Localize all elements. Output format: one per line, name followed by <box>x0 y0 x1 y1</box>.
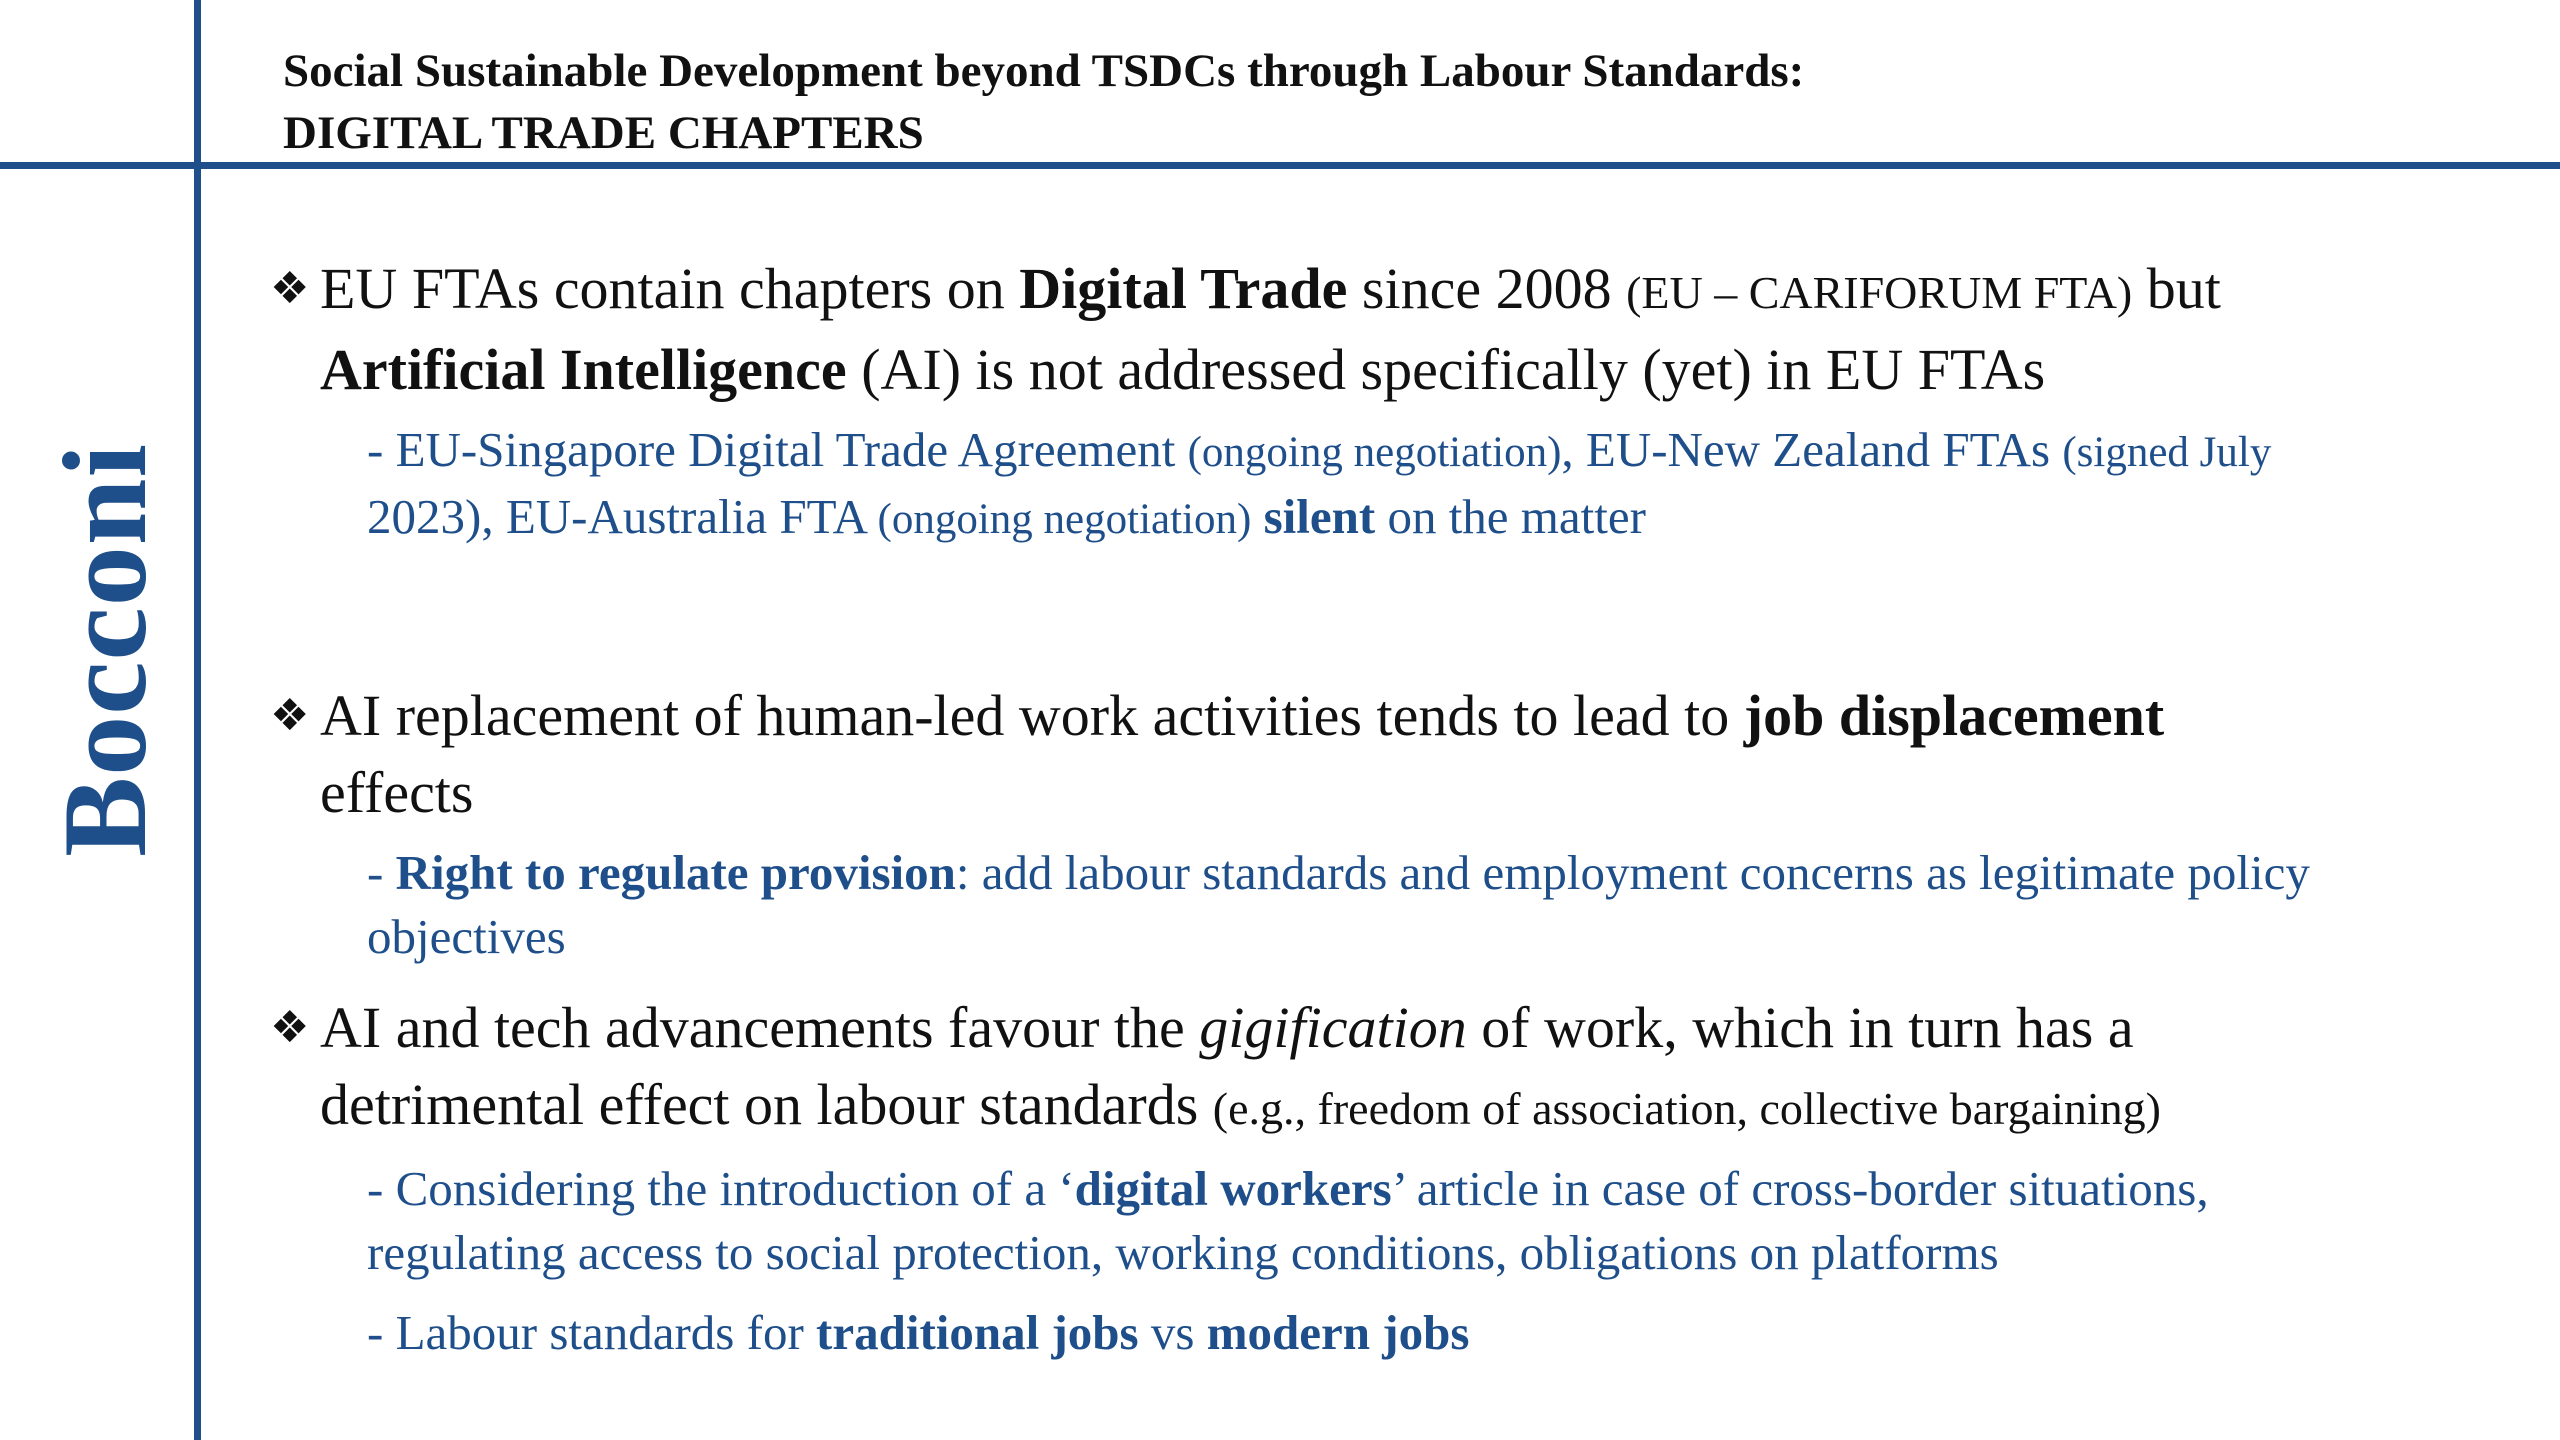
bullet-2-subpoint: - Right to regulate provision: add labour standards and employment concerns as legitimate policy objectives <box>367 845 2310 964</box>
bullet-1-subpoint: - EU-Singapore Digital Trade Agreement (ongoing negotiation), EU-New Zealand FTAs (signed July 2023), EU-Australia FTA (ongoing negotiation) silent on the matter <box>367 422 2272 544</box>
bullet-1 <box>270 250 2470 408</box>
slide-title-line2: DIGITAL TRADE CHAPTERS <box>283 107 924 159</box>
bullet-2-line1: AI replacement of human-led work activities tends to lead to job displacement <box>320 683 2165 748</box>
brand-logo: Bocconi <box>38 443 171 857</box>
bullet-1-line2: Artificial Intelligence (AI) is not addressed specifically (yet) in EU FTAs <box>320 337 2046 402</box>
slide-body <box>270 250 2470 1365</box>
bullet-3-subpoint-2: - Labour standards for traditional jobs vs modern jobs <box>367 1305 1470 1360</box>
bullet-1-line1: EU FTAs contain chapters on Digital Trade since 2008 (EU – CARIFORUM FTA) but <box>320 256 2221 321</box>
slide-title <box>283 40 2483 164</box>
bullet-3-line2: detrimental effect on labour standards (e.g., freedom of association, collective bargaining) <box>320 1072 2161 1137</box>
four-diamond-bullet-icon: ❖ <box>270 1002 310 1053</box>
four-diamond-bullet-icon: ❖ <box>270 690 310 741</box>
slide-title-line1: Social Sustainable Development beyond TSDCs through Labour Standards: <box>283 45 1805 97</box>
four-diamond-bullet-icon: ❖ <box>270 263 310 314</box>
bullet-3-subpoint-1: - Considering the introduction of a ‘digital workers’ article in case of cross-border situations, regulating access to social protection, working conditions, obligations on platforms <box>367 1161 2209 1280</box>
bullet-2-line2: effects <box>320 760 474 825</box>
bullet-2 <box>270 677 2470 831</box>
bullet-3-line1: AI and tech advancements favour the gigification of work, which in turn has a <box>320 995 2134 1060</box>
bullet-3 <box>270 989 2470 1147</box>
vertical-divider <box>194 0 201 1440</box>
